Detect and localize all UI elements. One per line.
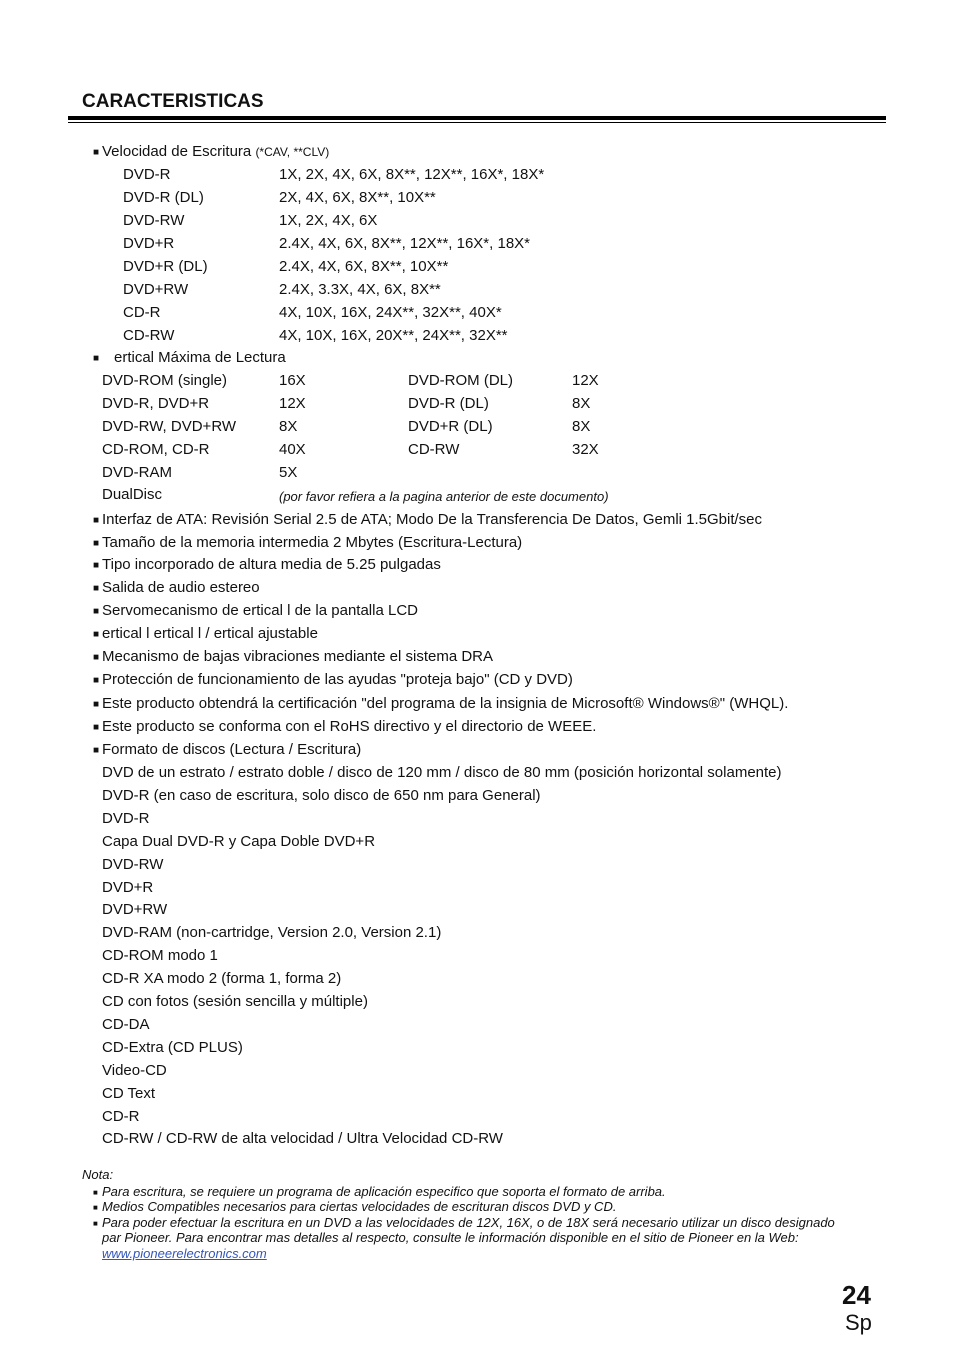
- format-item: DVD-RW: [102, 855, 164, 873]
- read-speed: 16X: [279, 372, 306, 389]
- dualdisc-label: DualDisc: [102, 486, 163, 503]
- feature-item: Tamaño de la memoria intermedia 2 Mbytes (Escritura-Lectura): [102, 534, 523, 551]
- page-number: 24: [842, 1280, 871, 1310]
- format-item: DVD+RW: [102, 901, 168, 919]
- feature-item: Formato de discos (Lectura / Escritura): [102, 741, 362, 758]
- feature-item: Tipo incorporado de altura media de 5.25 pulgadas: [102, 556, 441, 573]
- write-speeds: 4X, 10X, 16X, 24X**, 32X**, 40X*: [279, 304, 502, 321]
- write-speeds: 2.4X, 3.3X, 4X, 6X, 8X**: [279, 281, 441, 298]
- bullet: ■: [93, 699, 100, 710]
- feature-item: Interfaz de ATA: Revisión Serial 2.5 de ATA; Modo De la Transferencia De Datos, Gemli 1.5Gbit/sec: [102, 511, 763, 528]
- read-media: DVD-ROM (single): [102, 372, 228, 389]
- bullet: ■: [93, 538, 100, 549]
- write-media: CD-RW: [123, 327, 175, 344]
- write-speeds: 1X, 2X, 4X, 6X, 8X**, 12X**, 16X*, 18X*: [279, 166, 545, 183]
- read-media: DVD-R (DL): [408, 395, 489, 412]
- write-speeds: 1X, 2X, 4X, 6X: [279, 212, 378, 229]
- write-speeds: 2.4X, 4X, 6X, 8X**, 12X**, 16X*, 18X*: [279, 235, 531, 252]
- bullet: ■: [93, 147, 100, 158]
- read-speed-label: ertical Máxima de Lectura: [114, 349, 286, 366]
- read-media: DVD-RW, DVD+RW: [102, 418, 237, 435]
- feature-item: Protección de funcionamiento de las ayudas "proteja bajo" (CD y DVD): [102, 671, 573, 688]
- read-speed: 12X: [572, 372, 599, 389]
- feature-item: ertical l ertical l / ertical ajustable: [102, 625, 318, 642]
- write-media: DVD-R (DL): [123, 189, 204, 206]
- note-item: Medios Compatibles necesarios para ciertas velocidades de escrituran discos DVD y CD.: [102, 1199, 617, 1214]
- bullet: ■: [93, 560, 100, 571]
- read-speed: 12X: [279, 395, 306, 412]
- bullet: ■: [93, 353, 100, 364]
- note-item: Para escritura, se requiere un programa de aplicación especifico que soporta el formato de arriba.: [102, 1184, 666, 1199]
- format-item: DVD-R (en caso de escritura, solo disco de 650 nm para General): [102, 786, 541, 804]
- format-item: CD-ROM modo 1: [102, 947, 218, 965]
- write-speeds: 4X, 10X, 16X, 20X**, 24X**, 32X**: [279, 327, 508, 344]
- read-media: DVD-RAM: [102, 464, 172, 481]
- bullet: ■: [93, 583, 100, 594]
- read-speed: 8X: [279, 418, 298, 435]
- format-item: Capa Dual DVD-R y Capa Doble DVD+R: [102, 832, 376, 850]
- read-speed: 40X: [279, 441, 306, 458]
- feature-item: Este producto se conforma con el RoHS directivo y el directorio de WEEE.: [102, 718, 597, 735]
- read-media: CD-RW: [408, 441, 460, 458]
- note-item: par Pioneer. Para encontrar mas detalles al respecto, consulte le información disponible en el sitio de Pioneer en la Web:: [102, 1230, 799, 1245]
- bullet: ■: [93, 652, 100, 663]
- read-media: DVD-ROM (DL): [408, 372, 513, 389]
- note-item: Para poder efectuar la escritura en un DVD a las velocidades de 12X, 16X, o de 18X será necesario utilizar un disco designado: [102, 1215, 835, 1230]
- page-language: Sp: [845, 1310, 872, 1335]
- format-item: DVD-R: [102, 809, 150, 827]
- format-item: CD con fotos (sesión sencilla y múltiple): [102, 993, 368, 1010]
- bullet: ■: [93, 1219, 98, 1228]
- read-speed: 8X: [572, 395, 591, 412]
- feature-item: Este producto obtendrá la certificación "del programa de la insignia de Microsoft® Windows®" (WHQL).: [102, 695, 789, 712]
- bullet: ■: [93, 745, 100, 756]
- write-speed-label: Velocidad de Escritura (*CAV, **CLV): [102, 143, 330, 160]
- note-label: Nota:: [82, 1167, 114, 1182]
- feature-item: Servomecanismo de ertical l de la pantalla LCD: [102, 602, 418, 619]
- write-speeds: 2.4X, 4X, 6X, 8X**, 10X**: [279, 258, 449, 275]
- write-media: DVD+R: [123, 235, 175, 252]
- read-media: DVD+R (DL): [408, 418, 493, 435]
- format-item: CD-RW / CD-RW de alta velocidad / Ultra Velocidad CD-RW: [102, 1130, 503, 1148]
- bullet: ■: [93, 722, 100, 733]
- format-item: CD-DA: [102, 1015, 150, 1033]
- bullet: ■: [93, 675, 100, 686]
- write-media: DVD-RW: [123, 212, 185, 229]
- format-item: DVD-RAM (non-cartridge, Version 2.0, Version 2.1): [102, 924, 442, 942]
- write-media: DVD+R (DL): [123, 258, 208, 275]
- read-speed: 8X: [572, 418, 591, 435]
- read-speed: 5X: [279, 464, 298, 481]
- heading-rule-thin: [68, 122, 886, 123]
- read-media: DVD-R, DVD+R: [102, 395, 210, 412]
- format-item: Video-CD: [102, 1061, 167, 1079]
- pioneer-website-link[interactable]: www.pioneerelectronics.com: [102, 1246, 267, 1261]
- format-item: CD-R: [102, 1107, 140, 1125]
- bullet: ■: [93, 515, 100, 526]
- write-media: CD-R: [123, 304, 161, 321]
- section-heading: CARACTERISTICAS: [82, 91, 264, 112]
- heading-rule: [68, 116, 886, 120]
- read-media: CD-ROM, CD-R: [102, 441, 210, 458]
- bullet: ■: [93, 606, 100, 617]
- read-speed: 32X: [572, 441, 599, 458]
- format-item: CD Text: [102, 1084, 156, 1102]
- write-speeds: 2X, 4X, 6X, 8X**, 10X**: [279, 189, 436, 206]
- bullet: ■: [93, 1188, 98, 1197]
- feature-item: Mecanismo de bajas vibraciones mediante el sistema DRA: [102, 648, 494, 665]
- format-item: CD-Extra (CD PLUS): [102, 1038, 243, 1056]
- bullet: ■: [93, 1203, 98, 1212]
- write-media: DVD+RW: [123, 281, 189, 298]
- format-item: CD-R XA modo 2 (forma 1, forma 2): [102, 970, 342, 988]
- feature-item: Salida de audio estereo: [102, 579, 260, 596]
- format-item: DVD+R: [102, 878, 154, 896]
- dualdisc-note: (por favor refiera a la pagina anterior de este documento): [279, 489, 609, 504]
- format-item: DVD de un estrato / estrato doble / disco de 120 mm / disco de 80 mm (posición horizontal solamente): [102, 764, 782, 781]
- bullet: ■: [93, 629, 100, 640]
- write-media: DVD-R: [123, 166, 171, 183]
